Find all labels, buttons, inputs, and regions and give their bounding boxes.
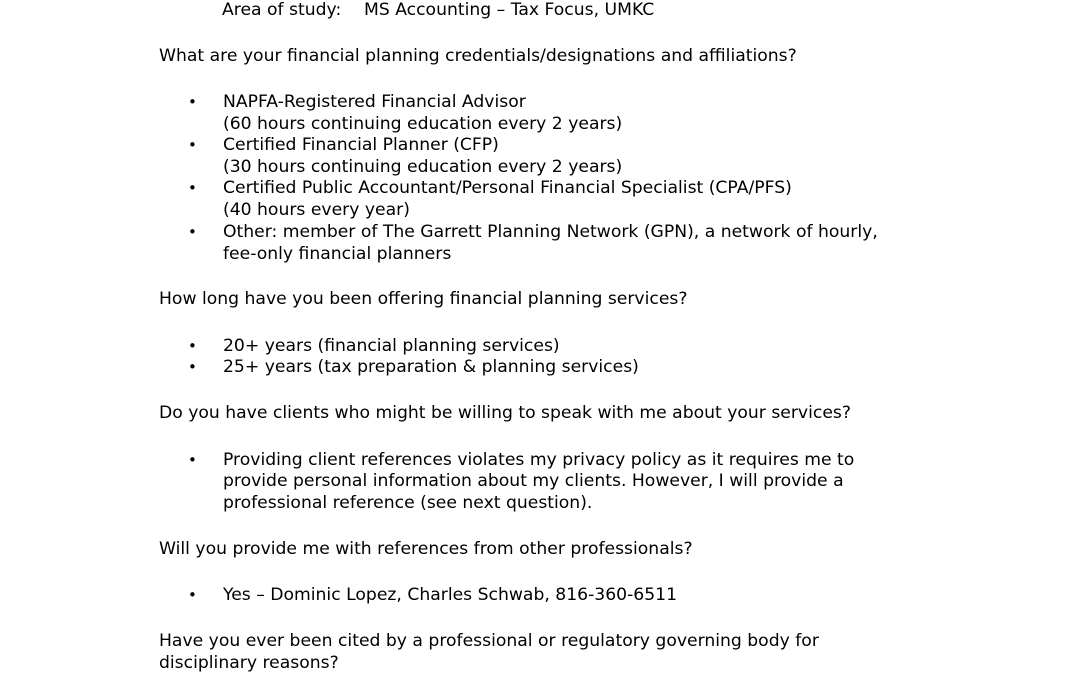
list-item: 20+ years (financial planning services) xyxy=(223,336,560,356)
list-item: Certified Financial Planner (CFP) xyxy=(223,135,499,155)
list-item: NAPFA-Registered Financial Advisor xyxy=(223,92,526,112)
list-item-detail: (60 hours continuing education every 2 years) xyxy=(223,114,623,134)
question-text: Will you provide me with references from other professionals? xyxy=(159,539,693,559)
list-item: Providing client references violates my privacy policy as it requires me to xyxy=(223,450,855,470)
list-item-continued: provide personal information about my clients. However, I will provide a xyxy=(223,471,844,491)
bullet-icon: • xyxy=(188,223,197,241)
bullet-icon: • xyxy=(188,358,197,376)
list-item-detail: (40 hours every year) xyxy=(223,200,410,220)
education-value: MS Accounting – Tax Focus, UMKC xyxy=(364,0,655,20)
bullet-icon: • xyxy=(188,337,197,355)
list-item: Yes – Dominic Lopez, Charles Schwab, 816-360-6511 xyxy=(223,585,678,605)
question-text: Have you ever been cited by a professional or regulatory governing body for xyxy=(159,631,819,651)
education-label: Area of study: xyxy=(222,0,342,20)
list-item: Other: member of The Garrett Planning Network (GPN), a network of hourly, xyxy=(223,222,878,242)
list-item-continued: professional reference (see next question). xyxy=(223,493,593,513)
question-text: Do you have clients who might be willing to speak with me about your services? xyxy=(159,403,851,423)
bullet-icon: • xyxy=(188,136,197,154)
list-item: 25+ years (tax preparation & planning services) xyxy=(223,357,639,377)
bullet-icon: • xyxy=(188,179,197,197)
list-item-detail: (30 hours continuing education every 2 years) xyxy=(223,157,623,177)
bullet-icon: • xyxy=(188,586,197,604)
question-text-continued: disciplinary reasons? xyxy=(159,653,339,673)
question-text: What are your financial planning credentials/designations and affiliations? xyxy=(159,46,797,66)
list-item-detail: fee-only financial planners xyxy=(223,244,452,264)
bullet-icon: • xyxy=(188,451,197,469)
list-item: Certified Public Accountant/Personal Financial Specialist (CPA/PFS) xyxy=(223,178,792,198)
bullet-icon: • xyxy=(188,93,197,111)
question-text: How long have you been offering financial planning services? xyxy=(159,289,688,309)
